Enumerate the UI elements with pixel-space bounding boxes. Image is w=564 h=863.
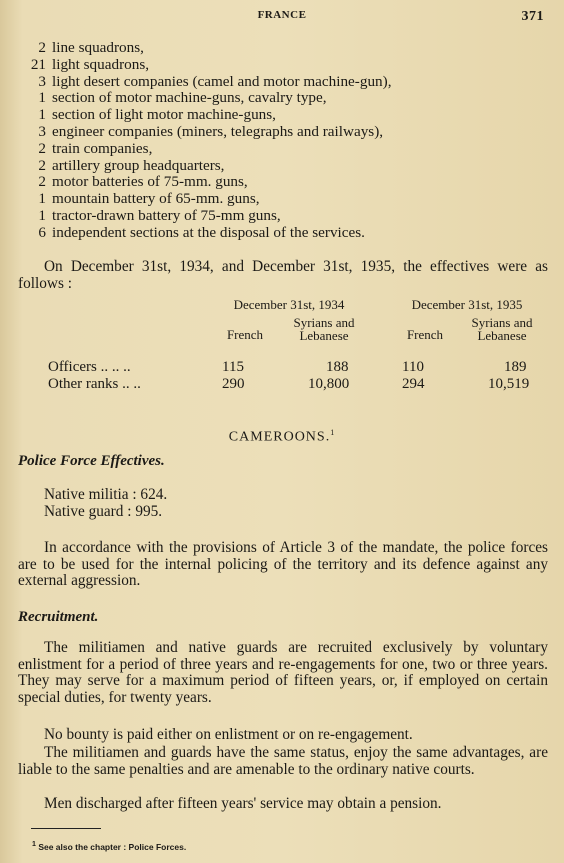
footnote: $^1$ See also the chapter : Police Forces. [32, 840, 187, 852]
list-item: 1 section of motor machine-guns, cavalry type, [38, 89, 327, 107]
guard-line: Native guard : 995. [44, 503, 163, 520]
list-item: 3 engineer companies (miners, telegraphs and railways), [38, 122, 384, 140]
list-item: 1 section of light motor machine-guns, [38, 106, 276, 124]
table-cell: 110 [402, 359, 424, 375]
table-cell: 290 [222, 376, 245, 392]
col-syrians-1934: Syrians and Lebanese [293, 315, 355, 343]
table-cell: 189 [504, 359, 527, 375]
list-item: 2 artillery group headquarters, [38, 156, 225, 174]
table-cell: 115 [222, 359, 244, 375]
table-cell: 188 [326, 359, 349, 375]
list-item: 21 light squadrons, [30, 55, 150, 73]
table-cell: 10,800 [308, 376, 350, 392]
column-group-1934: December 31st, 1934 [233, 297, 345, 312]
mandate-paragraph: In accordance with the provisions of Article 3 of the mandate, the police forces are to be used for the internal policing of the territory and its defence against any external aggression. [18, 539, 548, 589]
unit-list [26, 40, 546, 242]
row-label-other-ranks: Other ranks .. .. [48, 376, 141, 392]
running-title: FRANCE [257, 9, 307, 21]
list-item: 6 independent sections at the disposal of the services. [38, 223, 365, 241]
recruitment-paragraph-2: No bounty is paid either on enlistment or on re-engagement. [44, 726, 413, 743]
list-item: 1 mountain battery of 65-mm. guns, [38, 190, 260, 208]
col-syrians-1935: Syrians and Lebanese [471, 315, 533, 343]
list-item: 2 line squadrons, [38, 39, 144, 56]
col-french-1934: French [226, 327, 264, 342]
row-label-officers: Officers .. .. .. [48, 359, 131, 375]
recruitment-heading: Recruitment. [18, 609, 99, 625]
page-header [0, 9, 564, 25]
list-item: 3 light desert companies (camel and motor machine-gun), [38, 72, 392, 90]
effectives-intro: On December 31st, 1934, and December 31st, 1935, the effectives were as follows : [18, 258, 548, 292]
column-group-1935: December 31st, 1935 [411, 297, 523, 312]
page-number: 371 [521, 9, 544, 24]
list-item: 2 motor batteries of 75-mm. guns, [38, 173, 248, 191]
col-french-1935: French [406, 327, 444, 342]
table-cell: 294 [402, 376, 425, 392]
recruitment-paragraph-1: The militiamen and native guards are recruited exclusively by voluntary enlistment for a period of three years and re-engagements for one, two or three years. They may serve for a maximum period of fifteen years, or, if employed on certain special duties, for twenty years. [18, 639, 548, 706]
recruitment-paragraph-3: The militiamen and guards have the same status, enjoy the same advantages, are liable to the same penalties and are amenable to the ordinary native courts. [18, 744, 548, 778]
recruitment-paragraph-4: Men discharged after fifteen years' service may obtain a pension. [44, 795, 442, 812]
footnote-divider [31, 828, 101, 829]
section-title-cameroons: CAMEROONS.$^1$ [228, 428, 336, 445]
police-heading: Police Force Effectives. [18, 453, 165, 469]
table-cell: 10,519 [488, 376, 530, 392]
footnote-marker: 1 [330, 428, 336, 437]
list-item: 2 train companies, [38, 139, 153, 157]
list-item: 1 tractor-drawn battery of 75-mm guns, [38, 206, 281, 224]
militia-line: Native militia : 624. [44, 486, 168, 503]
